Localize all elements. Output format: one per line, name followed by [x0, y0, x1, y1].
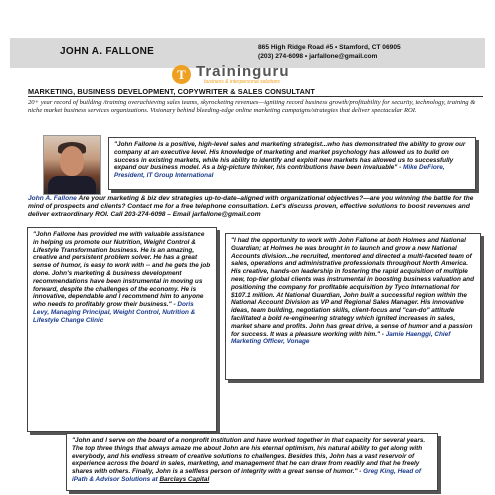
profile-photo [43, 135, 101, 195]
page-headline: MARKETING, BUSINESS DEVELOPMENT, COPYWRITER & SALES CONSULTANT [28, 87, 315, 96]
pitch-text: Are your marketing & biz dev strategies up-to-date–aligned with organizational objectives?—are you winning the battle for the mind of prospects and clients? Contact me for a free telephone consultation. Let's discuss proven, effective solutions to boost revenues and deliver extraordinary ROI. Call 203-274-6098 – Email jarfallone@gmail.com [28, 195, 474, 218]
testimonial-quote: "John and I serve on the board of a nonprofit institution and have worked together in that capacity for several years. The top three things that always amaze me about John are his eternal optimism, his natural ability to get along with everybody, and his endless stream of creative solutions to challenges. Besides this, John has a vast reservoir of experience across the board in sales, marketing, and management that he can draw from readily and that he freely shares with others. Finally, John is a selfless person of integrity with a great sense of humor." - [72, 437, 426, 476]
testimonial-levy [27, 227, 217, 432]
testimonial-defiore [108, 137, 476, 190]
testimonial-quote: "I had the opportunity to work with John Fallone at both Holmes and National Guardian; at Holmes he was brought in to launch and grow a new National Accounts division...he recruited, mentored and directed a multi-faceted team of sales, operations and administrative professionals throughout North America. His creative, hands-on leadership in fostering the rapid acquisition of multiple new, top-tier global clients was instrumental in boosting business valuation and positioning the company for profitable acquisition by Tyco International for $107.1 million. At National Guardian, John built a successful region within the National Account Division as VP and Regional Sales Manager. His innovative ideas, team building, negotiation skills, client-focus and "can-do" attitude facilitated a bold re-engineering strategy which ignited increases in sales, market share and profits. John has great drive, a sense of humor and a passion for success. It was a pleasure working with him." - [231, 237, 474, 338]
logo-tagline: business & interpersonal solutions [204, 79, 280, 85]
header-contact [258, 43, 401, 61]
barclays-link[interactable]: Barclays Capital [159, 475, 210, 483]
testimonial-king [66, 433, 438, 491]
headline-divider [28, 96, 483, 97]
testimonial-quote: "John Fallone is a positive, high-level sales and marketing strategist...who has demonstrated the ability to grow our company at an executive level. His knowledge of marketing and market psychology has allowed us to build on success in existing markets, while his ability to identify and exploit new markets has allowed us to successfully expand our business model. As a big-picture thinker, his contributions have been invaluable" - [114, 141, 466, 172]
intro-paragraph: 20+ year record of building /training overachieving sales teams, skyrocketing revenues—igniting record business growth/profitability for security, technology, training & niche market business services organizations. Visionary behind bleeding-edge online marketing campaigns/strategies that deliver spectacular ROI. [28, 99, 476, 114]
testimonial-quote: "John Fallone has provided me with valuable assistance in helping us promote our Nutrition, Weight Control & Lifestyle Transformation business. He is an amazing, creative and persistent problem solver. He has a great sense of humor, is easy to work with -- and he gets the job done. John's marketing & business development recommendations have been instrumental in moving us forward, despite the challenges of the economy. He is innovative, dependable and I recommend him to anyone who needs to profitably grow their business." - [33, 231, 211, 309]
logo-mark-icon: T [172, 65, 191, 84]
header-name: JOHN A. FALLONE [60, 46, 155, 57]
testimonial-attribution: Mike DeFiore, President, IT Group International [114, 164, 445, 180]
testimonial-attribution: Managing Principal, Weight Control, Nutrition & Lifestyle Change Clinic [33, 308, 196, 324]
traininguru-logo [170, 64, 345, 88]
logo-name: Traininguru [196, 63, 290, 80]
pitch-paragraph [28, 195, 484, 219]
contact-line: (203) 274-6098 • jarfallone@gmail.com [258, 53, 378, 60]
testimonial-attribution-name: Doris Levy, [33, 301, 194, 316]
pitch-name: John A. Fallone [28, 195, 77, 202]
testimonial-attribution: Greg King, Head of iPath & Advisor Solutions at [72, 468, 422, 483]
testimonial-haenggi [225, 233, 481, 380]
testimonial-attribution: Jamie Haenggi, Chief Marketing Officer, Vonage [231, 330, 451, 346]
address-line: 865 High Ridge Road #5 • Stamford, CT 06905 [258, 44, 401, 51]
